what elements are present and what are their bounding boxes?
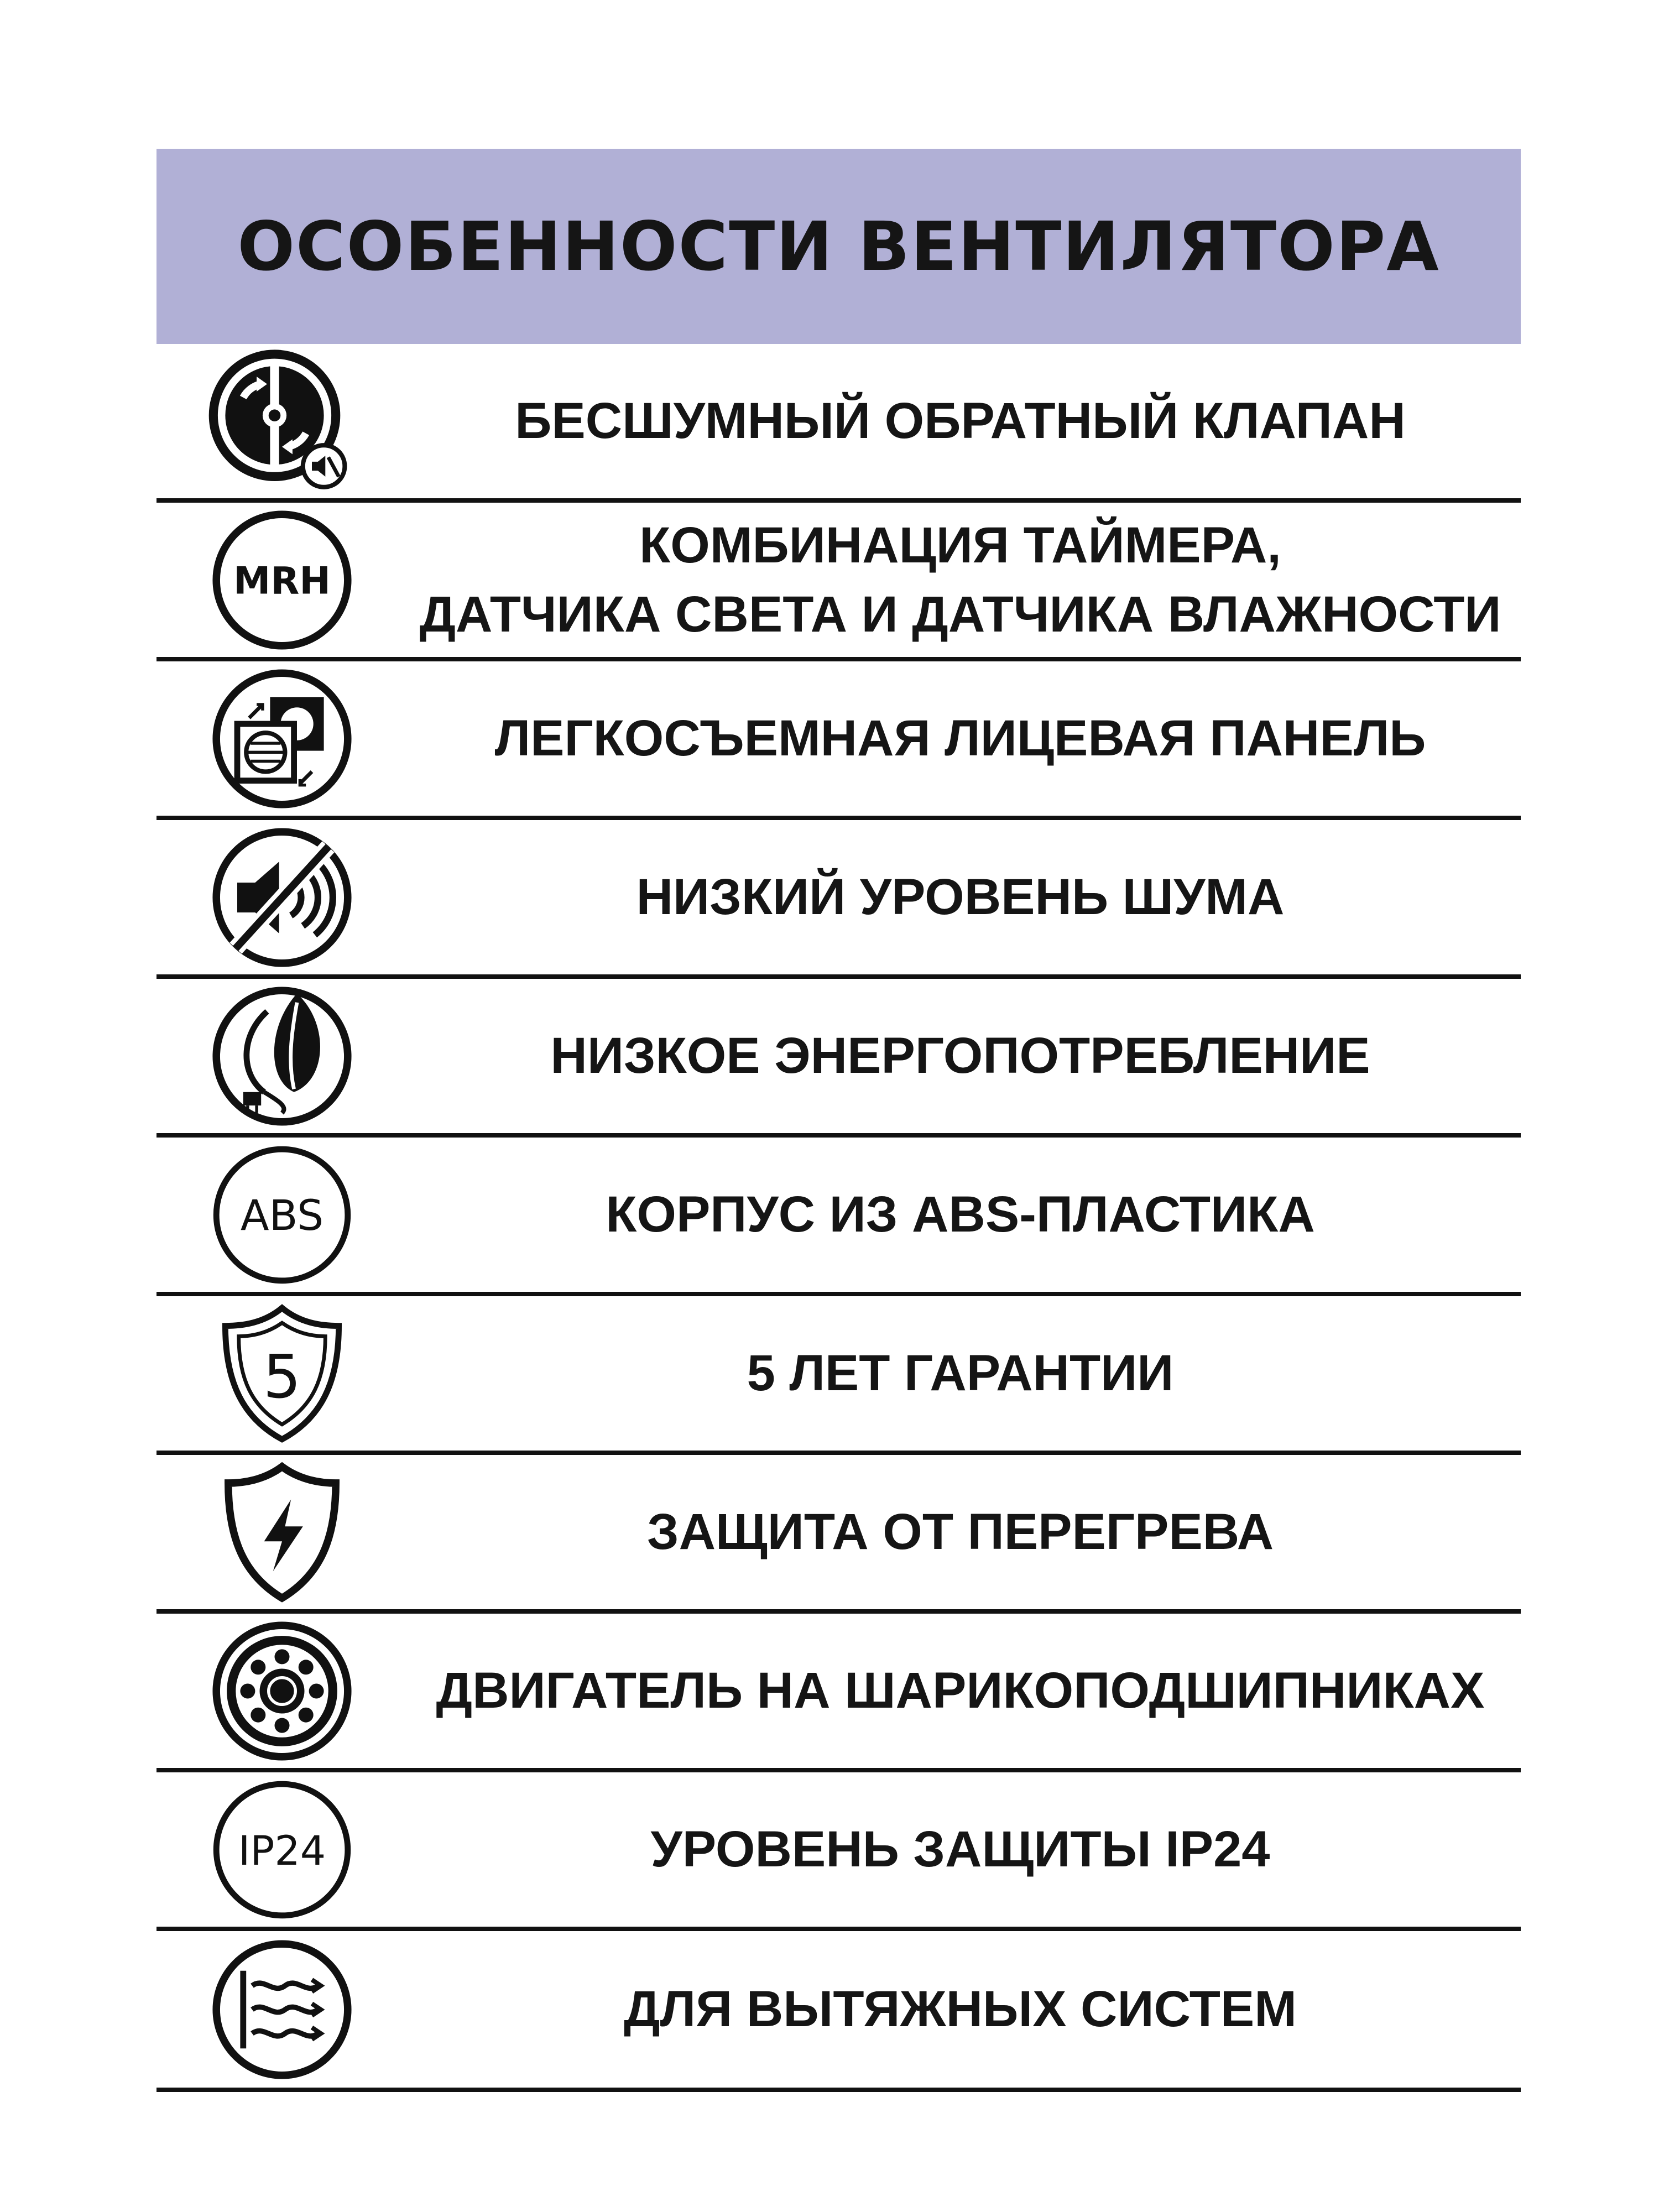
feature-label: УРОВЕНЬ ЗАЩИТЫ IP24: [650, 1821, 1270, 1878]
feature-row: [156, 1772, 1521, 1931]
feature-row: [156, 820, 1521, 979]
feature-row: [156, 1614, 1521, 1772]
removable-panel-icon: [207, 664, 357, 813]
feature-label: ЗАЩИТА ОТ ПЕРЕГРЕВА: [646, 1504, 1274, 1561]
feature-list: [156, 344, 1521, 2092]
feature-row: [156, 1455, 1521, 1614]
feature-label: ДЛЯ ВЫТЯЖНЫХ СИСТЕМ: [624, 1981, 1297, 2038]
feature-label: КОРПУС ИЗ ABS-ПЛАСТИКА: [606, 1186, 1315, 1243]
warranty-shield-icon: [207, 1299, 357, 1448]
eco-leaf-plug-icon: [207, 982, 357, 1131]
feature-row: [156, 1931, 1521, 2092]
feature-row: [156, 661, 1521, 820]
ip24-icon: [207, 1775, 357, 1924]
feature-label: ДВИГАТЕЛЬ НА ШАРИКОПОДШИПНИКАХ: [436, 1662, 1485, 1719]
silent-check-valve-icon: [207, 347, 357, 496]
feature-row: [156, 1296, 1521, 1455]
mrh-icon: [207, 505, 357, 655]
feature-row: [156, 503, 1521, 661]
mrh-icon-text: MRH: [233, 558, 331, 602]
feature-label: НИЗКОЕ ЭНЕРГОПОТРЕБЛЕНИЕ: [550, 1027, 1370, 1084]
feature-label: БЕСШУМНЫЙ ОБРАТНЫЙ КЛАПАН: [515, 393, 1406, 450]
overheat-shield-bolt-icon: [207, 1458, 357, 1607]
feature-row: [156, 979, 1521, 1138]
feature-label: КОМБИНАЦИЯ ТАЙМЕРА, ДАТЧИКА СВЕТА И ДАТЧИКА ВЛАЖНОСТИ: [419, 517, 1501, 643]
abs-icon-text: ABS: [240, 1191, 324, 1240]
feature-label: НИЗКИЙ УРОВЕНЬ ШУМА: [636, 869, 1285, 926]
warranty-icon-text: 5: [263, 1342, 301, 1412]
ip24-icon-text: IP24: [238, 1827, 326, 1875]
header-banner: [156, 149, 1521, 344]
feature-row: [156, 1138, 1521, 1296]
feature-row: [156, 344, 1521, 503]
ball-bearing-icon: [207, 1616, 357, 1766]
exhaust-airflow-icon: [207, 1935, 357, 2084]
low-noise-icon: [207, 823, 357, 972]
page-title: ОСОБЕННОСТИ ВЕНТИЛЯТОРА: [237, 207, 1440, 286]
feature-label: ЛЕГКОСЪЕМНАЯ ЛИЦЕВАЯ ПАНЕЛЬ: [494, 710, 1426, 767]
abs-icon: [207, 1140, 357, 1290]
feature-label: 5 ЛЕТ ГАРАНТИИ: [747, 1345, 1174, 1402]
